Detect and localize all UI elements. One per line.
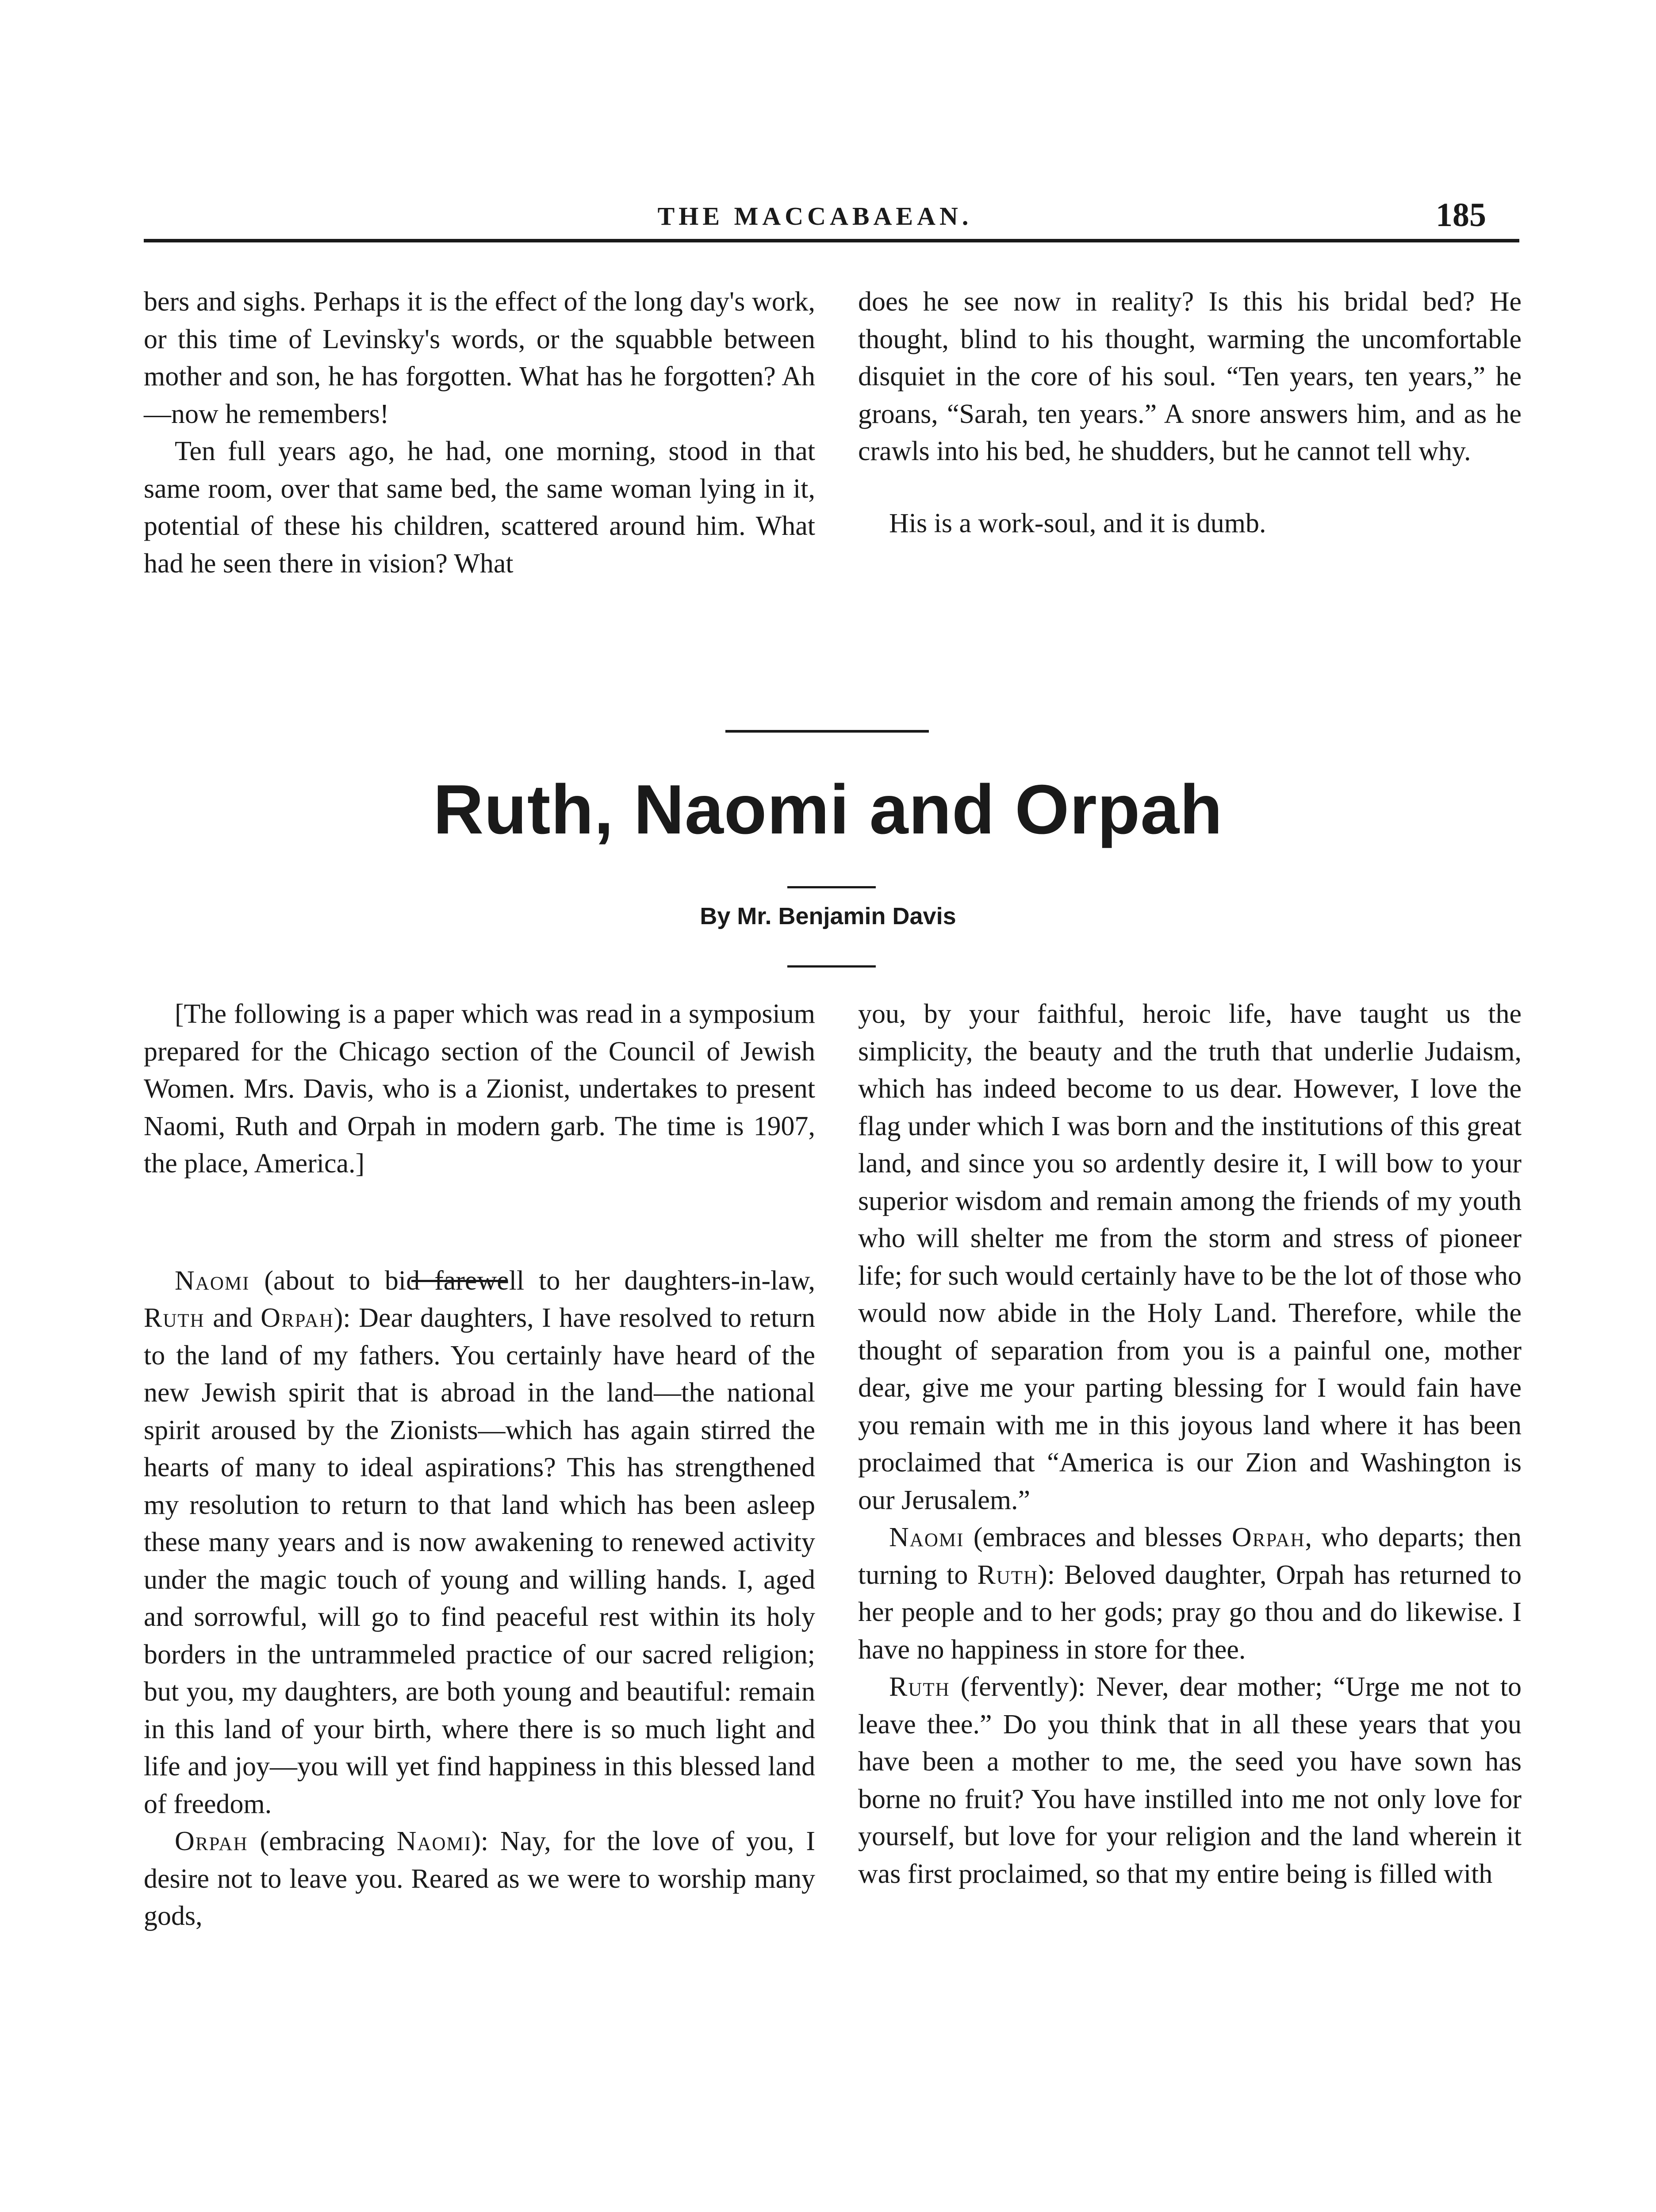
byline-rule — [787, 965, 876, 968]
byline: By Mr. Benjamin Davis — [700, 903, 956, 929]
stage-direction: (fervently): — [950, 1672, 1096, 1702]
article-title: Ruth, Naomi and Orpah — [433, 771, 1223, 849]
speech-text: Beloved daughter, Orpah has returned to her people and to her gods; pray go thou and do likewise. I have no happiness in store for thee. — [858, 1559, 1522, 1665]
stage-direction: ): — [1038, 1559, 1064, 1590]
stage-direction: (embraces and blesses — [964, 1522, 1232, 1552]
speech-orpah-continued: you, by your faithful, heroic life, have taught us the simplicity, the beauty and the truth that underlie Judaism, which has indeed become to us dear. However, I love the flag under which I was born and the institutions of this great land, and since you so ardently desire it, I will bow to your superior wisdom and remain among the friends of my youth who will shelter me from the storm and stress of pioneer life; for such would certainly have to be the lot of those who would now abide in the Holy Land. Therefore, while the thought of separation from you is a painful one, mother dear, give me your parting blessing for I would fain have you remain with me in this joyous land where it has been proclaimed that “America is our Zion and Washington is our Jerusalem.” — [858, 999, 1522, 1515]
header-rule — [144, 239, 1519, 242]
running-head — [144, 196, 1486, 237]
character-name: Naomi — [396, 1826, 472, 1856]
speech-ruth — [858, 1668, 1522, 1893]
section-divider — [725, 730, 929, 733]
speech-text: Never, dear mother; “Urge me not to leave thee.” Do you think that in all these years that you have been a mother to me, the seed you have sown has borne no fruit? You have instilled into me not only love for yourself, but love for your religion and the land wherein it was first proclaimed, so that my entire being is filled with — [858, 1672, 1522, 1889]
speaker-name: Orpah — [175, 1826, 248, 1856]
note-spacer — [144, 1183, 815, 1262]
title-rule — [787, 886, 876, 888]
article-right-column — [858, 995, 1522, 1893]
stage-direction: (about to bid farewell to her daughters-in-law, — [249, 1265, 815, 1296]
article-left-column — [144, 995, 815, 1935]
stage-direction: , who departs; then turning to — [858, 1522, 1522, 1590]
speech-naomi — [858, 1519, 1522, 1668]
continuation-paragraph: Ten full years ago, he had, one morning, stood in that same room, over that same bed, the same woman lying in it, potential of these his children, scattered around him. What had he seen there in vision? What — [144, 436, 815, 579]
stage-direction: and — [204, 1303, 261, 1333]
speaker-name: Ruth — [889, 1672, 950, 1702]
character-name: Ruth — [977, 1559, 1039, 1590]
speech-text: Dear daughters, I have resolved to return to the land of my fathers. You certainly have heard of the new Jewish spirit that is abroad in the land—the national spirit aroused by the Zionists—which has again stirred the hearts of many to ideal aspirations? This has strengthened my resolution to return to that land which has been asleep these many years and is now awakening to renewed activity under the magic touch of young and willing hands. I, aged and sorrowful, will go to find peaceful rest within its holy borders in the untrammeled practice of our sacred religion; but you, my daughters, are both young and beautiful: remain in this land of your birth, where there is so much light and life and joy—you will yet find happiness in this blessed land of freedom. — [144, 1303, 815, 1819]
speaker-name: Naomi — [175, 1265, 250, 1296]
speech-orpah — [144, 1823, 815, 1935]
continuation-right-column — [858, 283, 1522, 542]
stage-direction: ): — [472, 1826, 500, 1856]
note-rule — [411, 1280, 506, 1282]
editorial-note: [The following is a paper which was read in a symposium prepared for the Chicago section of the Council of Jewish Women. Mrs. Davis, who is a Zionist, undertakes to present Naomi, Ruth and Orpah in modern garb. The time is 1907, the place, America.] — [144, 999, 815, 1179]
continuation-left-column — [144, 283, 815, 582]
stage-direction: (embracing — [248, 1826, 397, 1856]
stage-direction: ): — [334, 1303, 359, 1333]
continuation-paragraph: does he see now in reality? Is this his bridal bed? He thought, blind to his thought, warming the uncomfortable disquiet in the core of his soul. “Ten years, ten years,” he groans, “Sarah, ten years.” A snore answers him, and as he crawls into his bed, he shudders, but he cannot tell why. — [858, 287, 1522, 466]
character-name: Orpah — [261, 1303, 334, 1333]
character-name: Ruth — [144, 1303, 205, 1333]
speech-text: Nay, for the love of you, I desire not to leave you. Reared as we were to worship many gods, — [144, 1826, 816, 1931]
character-name: Orpah — [1231, 1522, 1305, 1552]
speaker-name: Naomi — [889, 1522, 964, 1552]
continuation-closing-line: His is a work-soul, and it is dumb. — [889, 508, 1266, 538]
page-number: 185 — [1436, 196, 1486, 234]
speech-naomi — [144, 1262, 815, 1823]
running-title: THE MACCABAEAN. — [657, 202, 973, 230]
continuation-paragraph: bers and sighs. Perhaps it is the effect of the long day's work, or this time of Levinsky's words, or the squabble between mother and son, he has forgotten. What has he forgotten? Ah—now he remembers! — [144, 287, 815, 429]
